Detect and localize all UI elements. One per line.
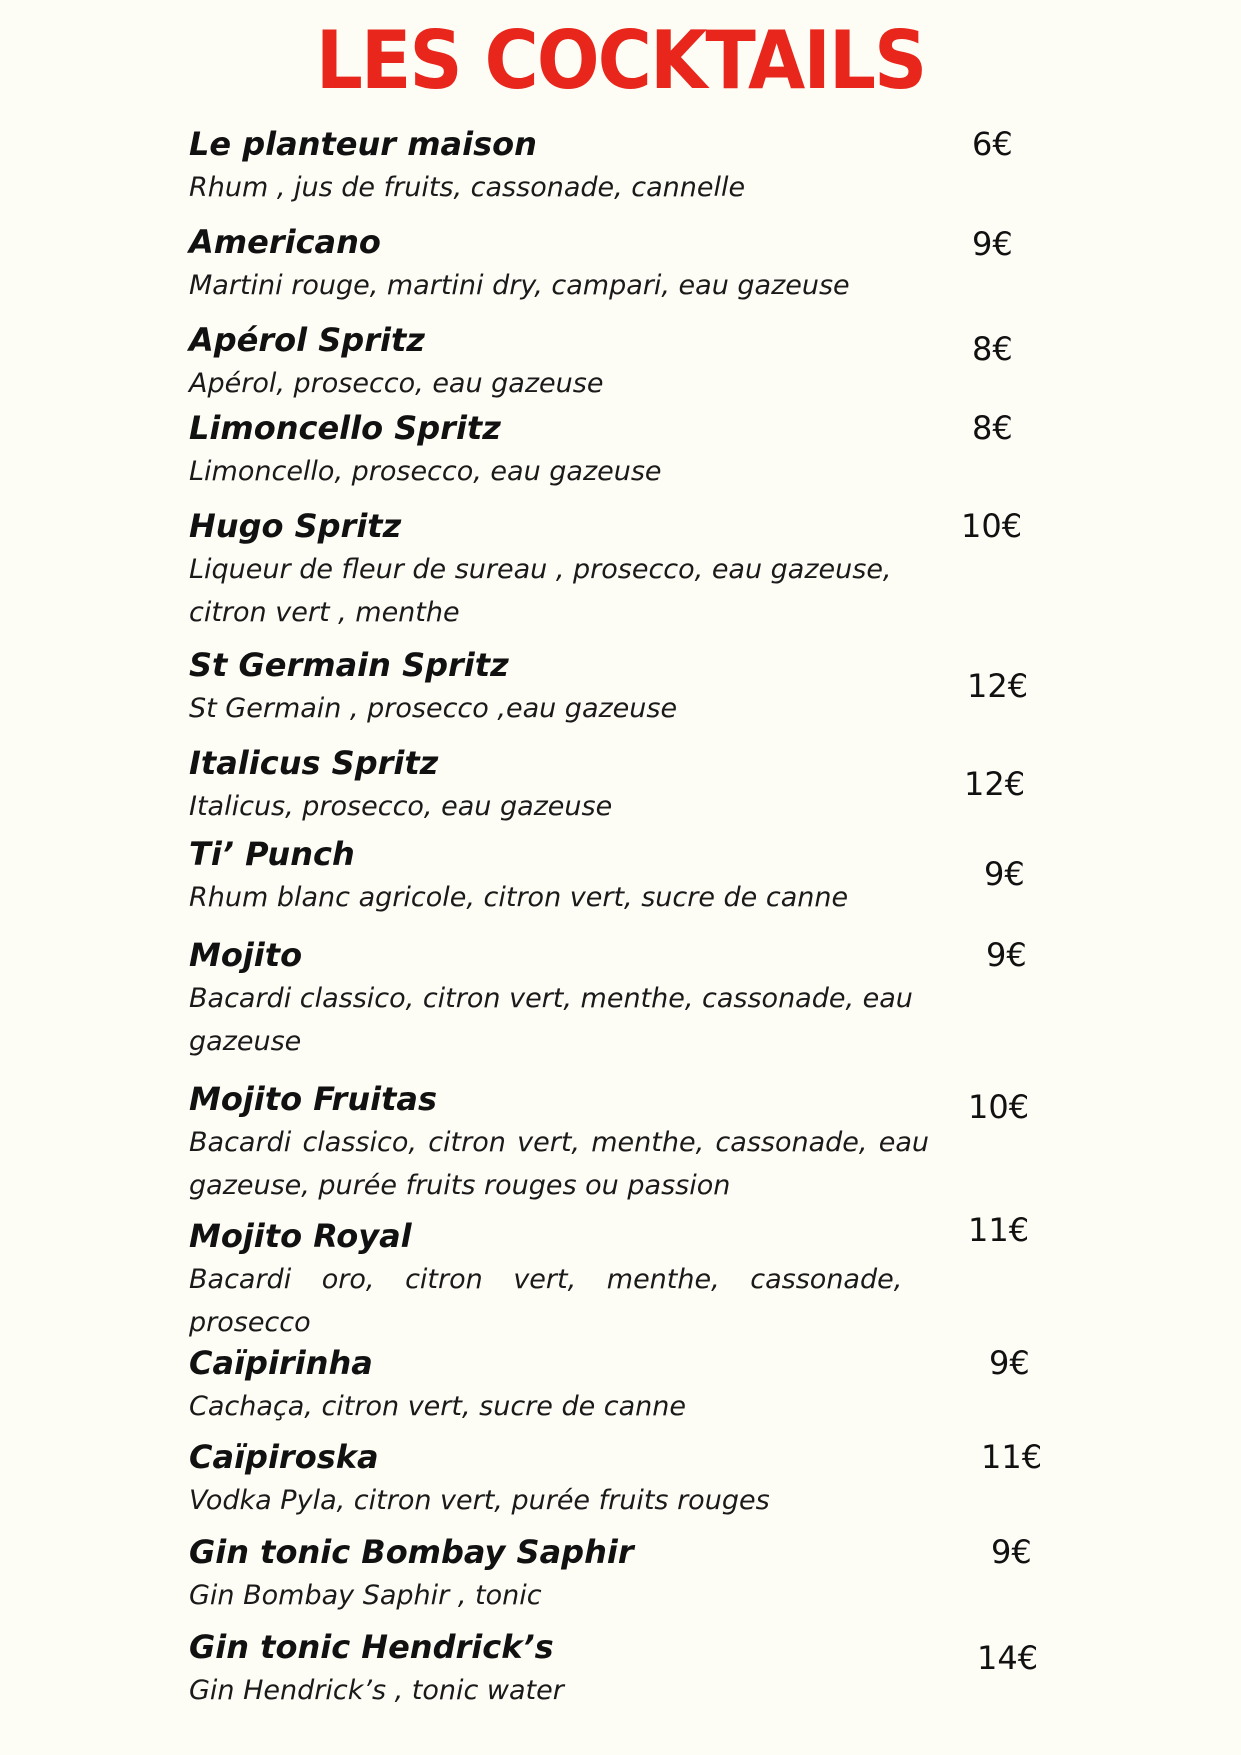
cocktail-name: Gin tonic Bombay Saphir [189, 1533, 634, 1571]
cocktail-name: Mojito [189, 936, 303, 974]
cocktail-description: Bacardi classico, citron vert, menthe, cassonade, eau gazeuse, purée fruits rouges ou passion [189, 1127, 929, 1201]
cocktail-name: Ti’ Punch [189, 835, 355, 873]
cocktail-price: 12€ [964, 765, 1026, 803]
cocktail-description: Cachaça, citron vert, sucre de canne [189, 1391, 687, 1422]
cocktail-description: Martini rouge, martini dry, campari, eau gazeuse [189, 270, 850, 301]
cocktail-description: St Germain , prosecco ,eau gazeuse [189, 693, 678, 724]
cocktail-description: Bacardi classico, citron vert, menthe, cassonade, eau gazeuse [189, 983, 913, 1057]
cocktail-name: Limoncello Spritz [189, 409, 501, 447]
cocktail-name: Americano [189, 223, 381, 261]
cocktail-description: Rhum , jus de fruits, cassonade, cannelle [189, 172, 746, 203]
cocktail-price: 11€ [968, 1211, 1030, 1249]
cocktail-name: Mojito Royal [189, 1217, 412, 1255]
cocktail-description: Vodka Pyla, citron vert, purée fruits rouges [189, 1485, 770, 1516]
cocktail-price: 8€ [972, 409, 1013, 447]
cocktail-description: Gin Bombay Saphir , tonic [189, 1580, 542, 1611]
cocktail-price: 11€ [981, 1438, 1043, 1476]
cocktail-price: 6€ [972, 125, 1013, 163]
cocktail-name: Apérol Spritz [189, 321, 425, 359]
cocktail-description: Rhum blanc agricole, citron vert, sucre de canne [189, 882, 849, 913]
cocktail-name: Italicus Spritz [189, 744, 439, 782]
cocktail-price: 9€ [986, 936, 1027, 974]
cocktail-description: Apérol, prosecco, eau gazeuse [189, 368, 604, 399]
cocktail-price: 10€ [968, 1088, 1030, 1126]
cocktail-description: Bacardi oro, citron vert, menthe, cassonade, prosecco [189, 1264, 903, 1338]
cocktail-description: Limoncello, prosecco, eau gazeuse [189, 456, 662, 487]
cocktail-price: 8€ [972, 330, 1013, 368]
cocktail-name: Hugo Spritz [189, 507, 402, 545]
cocktail-name: Mojito Fruitas [189, 1080, 437, 1118]
cocktail-price: 14€ [977, 1639, 1039, 1677]
cocktail-price: 9€ [991, 1533, 1032, 1571]
cocktail-name: Caïpirinha [189, 1344, 373, 1382]
cocktail-name: Le planteur maison [189, 125, 537, 163]
cocktail-price: 10€ [961, 507, 1023, 545]
cocktail-description: Gin Hendrick’s , tonic water [189, 1675, 564, 1706]
page-title: LES COCKTAILS [315, 14, 926, 108]
cocktail-description: Liqueur de fleur de sureau , prosecco, eau gazeuse, citron vert , menthe [189, 554, 892, 628]
cocktail-description: Italicus, prosecco, eau gazeuse [189, 791, 613, 822]
cocktail-name: Gin tonic Hendrick’s [189, 1628, 554, 1666]
cocktail-price: 9€ [984, 855, 1025, 893]
cocktail-price: 9€ [989, 1344, 1030, 1382]
cocktail-name: St Germain Spritz [189, 646, 509, 684]
cocktail-name: Caïpiroska [189, 1438, 379, 1476]
cocktail-price: 9€ [972, 225, 1013, 263]
cocktail-price: 12€ [967, 667, 1029, 705]
